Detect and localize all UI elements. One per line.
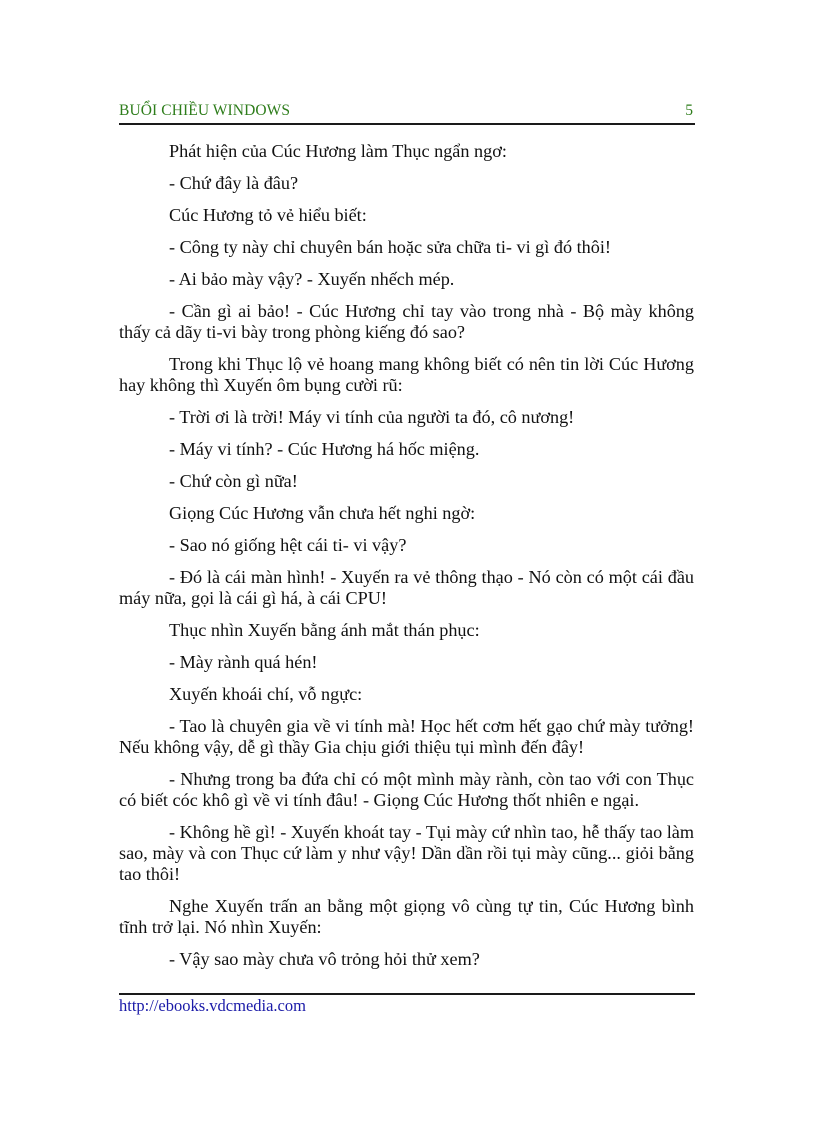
paragraph: - Mày rành quá hén! [169,652,318,672]
paragraph: - Tao là chuyên gia về vi tính mà! Học hết cơm hết gạo chứ mày tưởng! Nếu không vậy, dễ gì thầy Gia chịu giới thiệu tụi mình đến đây! [119,716,694,757]
footer-link[interactable]: http://ebooks.vdcmedia.com [119,996,306,1015]
paragraph: Cúc Hương tỏ vẻ hiểu biết: [169,205,367,225]
paragraph: Trong khi Thục lộ vẻ hoang mang không biết có nên tin lời Cúc Hương hay không thì Xuyến ôm bụng cười rũ: [119,354,694,395]
paragraph: - Chứ còn gì nữa! [169,471,298,491]
paragraph: - Chứ đây là đâu? [169,173,299,193]
paragraph: - Trời ơi là trời! Máy vi tính của người ta đó, cô nương! [169,407,575,427]
paragraph: Nghe Xuyến trấn an bằng một giọng vô cùng tự tin, Cúc Hương bình tĩnh trở lại. Nó nhìn Xuyến: [119,896,694,937]
paragraph: - Nhưng trong ba đứa chỉ có một mình mày rành, còn tao với con Thục có biết cóc khô gì về vi tính đâu! - Giọng Cúc Hương thốt nhiên e ngại. [119,769,694,810]
footer-divider [119,993,695,995]
paragraph: - Ai bảo mày vậy? - Xuyến nhếch mép. [169,269,455,289]
paragraph: Xuyến khoái chí, vỗ ngực: [169,684,363,704]
paragraph: Phát hiện của Cúc Hương làm Thục ngẩn ngơ: [169,141,507,161]
page-number: 5 [685,102,693,119]
paragraph: - Cần gì ai bảo! - Cúc Hương chỉ tay vào trong nhà - Bộ mày không thấy cả dãy ti-vi bày trong phòng kiếng đó sao? [119,301,694,342]
header-title: BUỔI CHIỀU WINDOWS [119,102,291,119]
paragraph: Giọng Cúc Hương vẫn chưa hết nghi ngờ: [169,503,476,523]
paragraph: - Sao nó giống hệt cái ti- vi vậy? [169,535,407,555]
page-header [119,101,695,125]
paragraph: - Không hề gì! - Xuyến khoát tay - Tụi mày cứ nhìn tao, hễ thấy tao làm sao, mày và con Thục cứ làm y như vậy! Dần dần rồi tụi mày cũng... giỏi bằng tao thôi! [119,822,694,884]
paragraph: - Đó là cái màn hình! - Xuyến ra vẻ thông thạo - Nó còn có một cái đầu máy nữa, gọi là cái gì há, à cái CPU! [119,567,694,608]
paragraph: - Vậy sao mày chưa vô trỏng hỏi thử xem? [169,949,480,969]
body-text [119,141,694,981]
paragraph: - Công ty này chỉ chuyên bán hoặc sửa chữa ti- vi gì đó thôi! [169,237,611,257]
paragraph: Thục nhìn Xuyến bằng ánh mắt thán phục: [169,620,480,640]
paragraph: - Máy vi tính? - Cúc Hương há hốc miệng. [169,439,480,459]
